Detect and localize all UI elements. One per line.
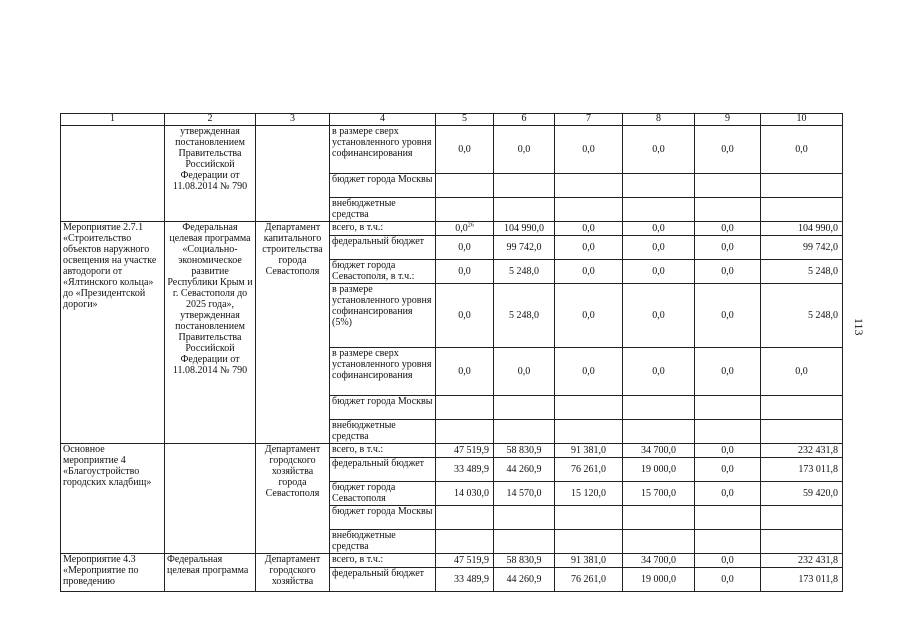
- value-cell: 59 420,0: [761, 482, 843, 506]
- value-cell: 0,0: [436, 284, 494, 348]
- value-cell: 14 030,0: [436, 482, 494, 506]
- value-cell: 232 431,8: [761, 554, 843, 568]
- value-cell: 19 000,0: [623, 458, 695, 482]
- activity-cell: Основное мероприятие 4 «Благоустройство городских кладбищ»: [61, 444, 165, 554]
- value-cell: 0,0: [623, 260, 695, 284]
- col-header: 3: [256, 114, 330, 126]
- program-cell: [165, 444, 256, 554]
- program-cell: Федеральная целевая программа: [165, 554, 256, 592]
- value-cell: 15 700,0: [623, 482, 695, 506]
- activity-cell: Мероприятие 4.3 «Мероприятие по проведению: [61, 554, 165, 592]
- funding-source: внебюджетные средства: [330, 198, 436, 222]
- value-cell: 99 742,0: [494, 236, 555, 260]
- table-row: [61, 444, 843, 458]
- col-header: 7: [555, 114, 623, 126]
- value-cell: 47 519,9: [436, 554, 494, 568]
- executor-cell: Департамент капитального строительства города Севастополя: [256, 222, 330, 444]
- col-header: 5: [436, 114, 494, 126]
- column-number-row: [61, 114, 843, 126]
- value-cell: 0,0: [623, 236, 695, 260]
- value-cell: 33 489,9: [436, 568, 494, 592]
- value-cell: 91 381,0: [555, 554, 623, 568]
- value-cell: 104 990,0: [761, 222, 843, 236]
- value-cell: 0,0: [436, 348, 494, 396]
- funding-source: в размере сверх установленного уровня софинансирования: [330, 126, 436, 174]
- value-cell: 0,0: [436, 260, 494, 284]
- value-cell: 0,0: [555, 348, 623, 396]
- budget-table: [60, 113, 843, 592]
- funding-source: внебюджетные средства: [330, 530, 436, 554]
- value-cell: 173 011,8: [761, 568, 843, 592]
- value-cell: 0,0: [695, 482, 761, 506]
- value-cell: 0,0: [695, 236, 761, 260]
- value-cell: 19 000,0: [623, 568, 695, 592]
- value-cell: 0,0: [695, 568, 761, 592]
- value-cell: 0,0: [555, 126, 623, 174]
- value-cell: 33 489,9: [436, 458, 494, 482]
- program-cell: утвержденная постановлением Правительства Российской Федерации от 11.08.2014 № 790: [165, 126, 256, 222]
- value-cell: 0,0: [761, 126, 843, 174]
- value-cell: 0,0: [623, 222, 695, 236]
- program-cell: Федеральная целевая программа «Социально-экономическое развитие Республики Крым и г. Севастополя до 2025 года», утвержденная постановлением Правительства Российской Федерации от 11.08.2014 № 790: [165, 222, 256, 444]
- executor-cell: Департамент городского хозяйства города Севастополя: [256, 444, 330, 554]
- value-cell: 34 700,0: [623, 554, 695, 568]
- value-cell: 0,0: [695, 554, 761, 568]
- value-cell: 0,0: [695, 284, 761, 348]
- col-header: 9: [695, 114, 761, 126]
- value-cell: 0,0: [761, 348, 843, 396]
- value-cell: 0,0: [494, 348, 555, 396]
- value-cell: 0,0: [555, 222, 623, 236]
- funding-source: всего, в т.ч.:: [330, 222, 436, 236]
- funding-source: федеральный бюджет: [330, 568, 436, 592]
- value-cell: 5 248,0: [494, 260, 555, 284]
- value-cell: 5 248,0: [761, 260, 843, 284]
- col-header: 1: [61, 114, 165, 126]
- value-cell: 91 381,0: [555, 444, 623, 458]
- activity-cell: Мероприятие 2.7.1 «Строительство объектов наружного освещения на участке автодороги от «Ялтинского кольца» до «Президентской дороги»: [61, 222, 165, 444]
- value-cell: 0,0: [695, 444, 761, 458]
- col-header: 8: [623, 114, 695, 126]
- value-cell: 0,0: [555, 260, 623, 284]
- col-header: 4: [330, 114, 436, 126]
- table-row: [61, 554, 843, 568]
- value-cell: 0,0: [623, 348, 695, 396]
- value-cell: 76 261,0: [555, 568, 623, 592]
- table-row: [61, 222, 843, 236]
- value-cell: 15 120,0: [555, 482, 623, 506]
- activity-cell: [61, 126, 165, 222]
- funding-source: внебюджетные средства: [330, 420, 436, 444]
- value-cell: 0,0: [436, 236, 494, 260]
- funding-source: федеральный бюджет: [330, 236, 436, 260]
- funding-source: бюджет города Москвы: [330, 174, 436, 198]
- funding-source: в размере установленного уровня софинансирования (5%): [330, 284, 436, 348]
- value-cell: 34 700,0: [623, 444, 695, 458]
- funding-source: всего, в т.ч.:: [330, 554, 436, 568]
- value-cell: 76 261,0: [555, 458, 623, 482]
- footnote-mark: 26: [467, 222, 474, 229]
- value-cell: 0,0: [555, 284, 623, 348]
- value-cell: 44 260,9: [494, 458, 555, 482]
- funding-source: в размере сверх установленного уровня софинансирования: [330, 348, 436, 396]
- value-cell: 0,0: [436, 126, 494, 174]
- value-cell: 58 830,9: [494, 554, 555, 568]
- executor-cell: [256, 126, 330, 222]
- funding-source: бюджет города Москвы: [330, 506, 436, 530]
- funding-source: федеральный бюджет: [330, 458, 436, 482]
- value-cell: 5 248,0: [761, 284, 843, 348]
- funding-source: всего, в т.ч.:: [330, 444, 436, 458]
- funding-source: бюджет города Москвы: [330, 396, 436, 420]
- value-cell: 173 011,8: [761, 458, 843, 482]
- value-cell: 0,0: [695, 458, 761, 482]
- value-cell: 0,0: [695, 126, 761, 174]
- value-cell: [436, 222, 494, 236]
- value-cell: 47 519,9: [436, 444, 494, 458]
- funding-source: бюджет города Севастополя: [330, 482, 436, 506]
- page-number: 113: [852, 318, 866, 336]
- table-row: [61, 126, 843, 174]
- col-header: 10: [761, 114, 843, 126]
- col-header: 2: [165, 114, 256, 126]
- value-cell: 104 990,0: [494, 222, 555, 236]
- value-cell: 58 830,9: [494, 444, 555, 458]
- executor-cell: Департамент городского хозяйства: [256, 554, 330, 592]
- value-cell: 44 260,9: [494, 568, 555, 592]
- value-cell: 0,0: [695, 348, 761, 396]
- value-cell: 99 742,0: [761, 236, 843, 260]
- col-header: 6: [494, 114, 555, 126]
- value-cell: 0,0: [695, 222, 761, 236]
- value-cell: 0,0: [695, 260, 761, 284]
- funding-source: бюджет города Севастополя, в т.ч.:: [330, 260, 436, 284]
- value-cell: 14 570,0: [494, 482, 555, 506]
- value-cell: 0,0: [623, 284, 695, 348]
- value-text: 0,0: [455, 223, 468, 234]
- value-cell: 0,0: [494, 126, 555, 174]
- value-cell: 0,0: [555, 236, 623, 260]
- value-cell: 232 431,8: [761, 444, 843, 458]
- value-cell: 5 248,0: [494, 284, 555, 348]
- value-cell: 0,0: [623, 126, 695, 174]
